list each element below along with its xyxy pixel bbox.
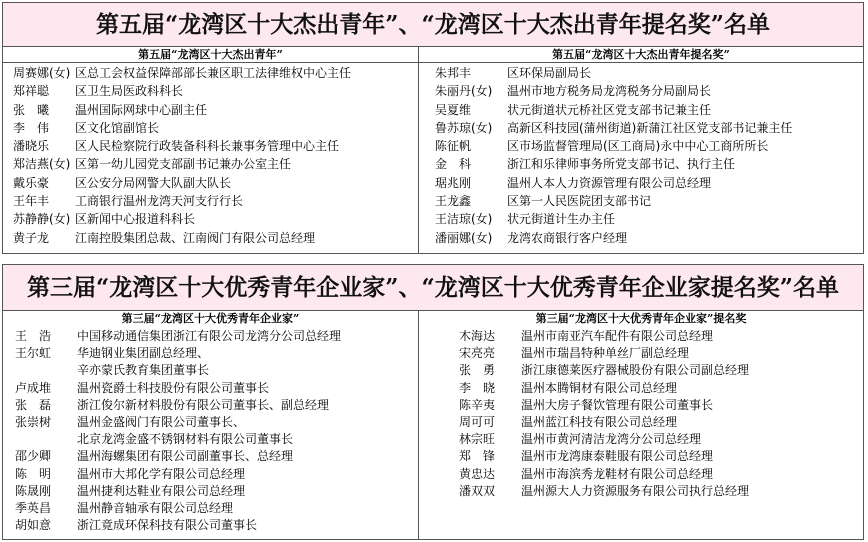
- list-item: [419, 119, 863, 137]
- person-name: 陈辛夷: [459, 397, 496, 412]
- person-name: 鲁苏琼(女): [435, 120, 493, 135]
- person-title: 工商银行温州龙湾天河支行行长: [75, 194, 244, 209]
- person-title: 区市场监督管理局(区工商局)永中中心工商所所长: [507, 139, 769, 154]
- person-title: 区文化馆副馆长: [75, 120, 160, 135]
- list-item: [3, 192, 418, 210]
- winners-list: [3, 63, 418, 247]
- person-title: 区总工会权益保障部部长兼区职工法律维权中心主任: [75, 66, 352, 80]
- person-name: 林宗旺: [459, 432, 496, 447]
- person-title: 温州金盛阀门有限公司董事长、: [77, 414, 246, 429]
- list-item: [3, 483, 418, 500]
- list-item: [419, 210, 863, 228]
- person-title: 温州市龙湾康泰鞋服有限公司总经理: [521, 449, 714, 464]
- person-name: 郑洁燕(女): [13, 157, 71, 172]
- person-name: 吴夏维: [435, 102, 472, 117]
- list-item: [3, 431, 418, 448]
- person-title: 温州市大邦化学有限公司总经理: [77, 466, 246, 481]
- list-item: [419, 64, 863, 82]
- person-title: 温州市地方税务局龙湾税务分局副局长: [507, 84, 712, 99]
- person-name: 卢成堆: [15, 380, 52, 395]
- list-item: [3, 500, 418, 517]
- list-item: [3, 119, 418, 137]
- list-item: [3, 397, 418, 414]
- person-name: 邵少卿: [15, 449, 52, 464]
- list-item: [3, 210, 418, 228]
- person-title: 区公安分局网警大队副大队长: [75, 175, 232, 190]
- person-title: 温州捷利达鞋业有限公司总经理: [77, 483, 246, 498]
- list-item: [419, 174, 863, 192]
- person-name: 潘晓乐: [13, 139, 50, 154]
- winners-list: [3, 327, 418, 534]
- person-title: 温州源大人力资源服务有限公司执行总经理: [521, 483, 750, 498]
- person-title: 中国移动通信集团浙江有限公司龙湾分公司总经理: [77, 329, 342, 343]
- list-item: [419, 362, 863, 379]
- list-item: [3, 82, 418, 100]
- person-title: 华迪钢业集团副总经理、: [77, 346, 210, 361]
- person-title: 高新区科技园(蒲州街道)新蒲江社区党支部书记兼主任: [507, 120, 793, 135]
- person-name: 潘双双: [459, 483, 496, 498]
- person-title: 温州本腾铜材有限公司总经理: [521, 380, 678, 395]
- list-item: [419, 345, 863, 362]
- person-title: 北京龙湾金盛不锈钢材料有限公司董事长: [77, 432, 294, 447]
- person-title: 温州市黄河清洁龙湾分公司总经理: [521, 432, 702, 447]
- person-name: 王年丰: [13, 194, 50, 209]
- list-item: [3, 328, 418, 345]
- list-item: [3, 380, 418, 397]
- person-name: 黄子龙: [13, 230, 50, 245]
- list-item: [419, 397, 863, 414]
- person-title: 温州国际网球中心副主任: [75, 102, 208, 117]
- person-name: 张 磊: [15, 397, 52, 412]
- list-item: [3, 466, 418, 483]
- person-name: 陈 明: [15, 466, 52, 481]
- list-item: [419, 192, 863, 210]
- list-item: [3, 517, 418, 534]
- section-title: 第五届“龙湾区十大杰出青年”、“龙湾区十大杰出青年提名奖”名单: [3, 3, 863, 47]
- person-title: 江南控股集团总裁、江南阀门有限公司总经理: [75, 230, 316, 245]
- person-name: 陈晟刚: [15, 483, 52, 498]
- person-name: 潘丽娜(女): [435, 230, 493, 245]
- list-item: [419, 328, 863, 345]
- person-name: 郑祥聪: [13, 84, 50, 99]
- column-header: 第五届“龙湾区十大杰出青年”: [3, 47, 418, 63]
- list-item: [3, 155, 418, 173]
- person-name: 周赛娜(女): [13, 66, 71, 80]
- person-name: 朱丽丹(女): [435, 84, 493, 99]
- nominees-list: [419, 63, 863, 247]
- person-name: 宋亮亮: [459, 346, 496, 361]
- list-item: [3, 174, 418, 192]
- person-name: 王龙鑫: [435, 194, 472, 209]
- person-title: 温州市海滨秀龙鞋材有限公司总经理: [521, 466, 714, 481]
- person-name: 季英昌: [15, 500, 52, 515]
- person-name: 张崇树: [15, 414, 52, 429]
- list-item: [419, 82, 863, 100]
- list-item: [419, 483, 863, 500]
- person-title: 温州市瑞昌特种单丝厂副总经理: [521, 346, 690, 361]
- list-item: [419, 155, 863, 173]
- person-title: 温州瓷爵士科技股份有限公司董事长: [77, 380, 270, 395]
- person-name: [3, 431, 77, 448]
- list-item: [419, 229, 863, 247]
- person-name: 张 曦: [13, 102, 50, 117]
- person-name: 李 伟: [13, 120, 50, 135]
- person-name: 朱邦丰: [435, 66, 472, 80]
- list-item: [3, 137, 418, 155]
- list-item: [419, 380, 863, 397]
- person-name: 戴乐豪: [13, 175, 50, 190]
- list-item: [419, 448, 863, 465]
- winners-column: [3, 311, 418, 539]
- person-title: 温州蓝江科技有限公司总经理: [521, 414, 678, 429]
- person-title: 辛亦蒙氏教育集团董事长: [77, 363, 210, 378]
- nominees-column: [418, 311, 863, 539]
- person-title: 区新闻中心报道科科长: [75, 212, 196, 227]
- person-title: 龙湾农商银行客户经理: [507, 230, 628, 245]
- section-ten-outstanding-entrepreneurs: [2, 264, 864, 540]
- list-item: [3, 229, 418, 247]
- person-title: 温州大房子餐饮管理有限公司董事长: [521, 397, 714, 412]
- list-item: [3, 64, 418, 82]
- list-item: [419, 466, 863, 483]
- section-title: 第三届“龙湾区十大优秀青年企业家”、“龙湾区十大优秀青年企业家提名奖”名单: [3, 265, 863, 311]
- person-title: 浙江俊尔新材料股份有限公司董事长、副总经理: [77, 397, 330, 412]
- person-name: [3, 362, 77, 379]
- list-item: [419, 414, 863, 431]
- person-title: 温州海螺集团有限公司副董事长、总经理: [77, 449, 294, 464]
- list-item: [419, 101, 863, 119]
- person-name: 胡如意: [15, 518, 52, 533]
- person-name: 黄忠达: [459, 466, 496, 481]
- person-name: 金 科: [435, 157, 472, 172]
- column-header: 第五届“龙湾区十大杰出青年提名奖”: [419, 47, 863, 63]
- person-title: 浙江康德莱医疗器械股份有限公司副总经理: [521, 363, 750, 378]
- person-title: 温州人本人力资源管理有限公司总经理: [507, 175, 712, 190]
- winners-column: [3, 47, 418, 253]
- nominees-column: [418, 47, 863, 253]
- person-name: 琚兆刚: [435, 175, 472, 190]
- person-name: 陈征帆: [435, 139, 472, 154]
- person-name: 王 浩: [15, 329, 52, 343]
- person-name: 王尔虹: [15, 346, 52, 361]
- list-item: [3, 414, 418, 431]
- person-title: 区第一人民医院团支部书记: [507, 194, 652, 209]
- person-title: 区环保局副局长: [507, 66, 592, 80]
- person-title: 区卫生局医政科科长: [75, 84, 184, 99]
- column-header: 第三届“龙湾区十大优秀青年企业家”提名奖: [535, 312, 747, 325]
- list-item: [419, 431, 863, 448]
- person-name: 张 勇: [459, 363, 496, 378]
- section-ten-outstanding-youth: [2, 2, 864, 254]
- person-title: 浙江和乐律师事务所党支部书记、执行主任: [507, 157, 736, 172]
- list-item: [419, 137, 863, 155]
- list-item: [3, 345, 418, 362]
- person-title: 温州静音轴承有限公司总经理: [77, 500, 234, 515]
- person-title: 温州市南亚汽车配件有限公司总经理: [521, 329, 714, 343]
- person-name: 周可可: [459, 414, 496, 429]
- person-name: 郑 锋: [459, 449, 496, 464]
- person-name: 苏静静(女): [13, 212, 71, 227]
- nominees-list: [419, 327, 863, 500]
- column-header: 第三届“龙湾区十大优秀青年企业家”: [121, 312, 300, 325]
- person-title: 区第一幼儿园党支部副书记兼办公室主任: [75, 157, 292, 172]
- person-title: 浙江竟成环保科技有限公司董事长: [77, 518, 258, 533]
- list-item: [3, 448, 418, 465]
- person-name: 木海达: [459, 329, 496, 343]
- person-name: 王洁琼(女): [435, 212, 493, 227]
- person-title: 状元街道状元桥社区党支部书记兼主任: [507, 102, 712, 117]
- list-item: [3, 362, 418, 379]
- person-title: 区人民检察院行政装备科科长兼事务管理中心主任: [75, 139, 340, 154]
- person-title: 状元街道计生办主任: [507, 212, 616, 227]
- list-item: [3, 101, 418, 119]
- person-name: 李 晓: [459, 380, 496, 395]
